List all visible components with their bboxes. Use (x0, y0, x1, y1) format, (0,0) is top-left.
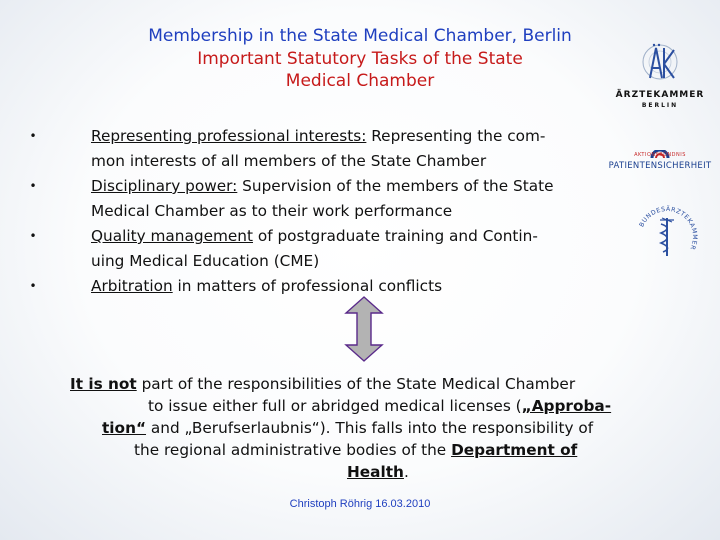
task-text: of postgraduate training and Contin- (253, 227, 538, 245)
task-item (28, 224, 628, 274)
task-term: Representing professional interests: (91, 127, 367, 145)
note-text: to issue either full or abridged medical licenses ( (148, 397, 522, 415)
note-emphasis: Health (347, 463, 404, 481)
aesculapius-staff-icon (660, 218, 674, 256)
subtitle-line-2: Medical Chamber (285, 71, 435, 91)
task-item (28, 174, 628, 224)
note-line (70, 417, 660, 439)
double-arrow-icon (344, 296, 384, 362)
aerztekammer-emblem-icon (643, 44, 677, 79)
note-line (70, 373, 660, 395)
task-text-cont: mon interests of all members of the State Chamber (91, 152, 487, 170)
note-line (70, 395, 660, 417)
slide-title: Membership in the State Medical Chamber, Berlin (148, 26, 572, 46)
aerztekammer-city: BERLIN (641, 102, 679, 109)
bullet-icon: • (29, 179, 37, 193)
note-line (70, 461, 660, 483)
footer-author-date: Christoph Röhrig 16.03.2010 (289, 498, 431, 510)
task-text: Representing the com- (366, 127, 546, 145)
note-text: . (403, 463, 409, 481)
note-text: part of the responsibilities of the State Medical Chamber (136, 375, 576, 393)
note-line (70, 439, 660, 461)
subtitle-line-1: Important Statutory Tasks of the State (197, 49, 523, 69)
bullet-icon: • (29, 129, 37, 143)
slide-subtitle (100, 48, 620, 92)
task-item (28, 124, 628, 174)
bundesaerztekammer-seal (630, 200, 704, 274)
seal-ring-text: BUNDESÄRZTEKAMMER (638, 205, 699, 252)
task-list (28, 124, 628, 299)
note-text: and „Berufserlaubnis“). This falls into the responsibility of (146, 419, 594, 437)
bullet-icon: • (29, 279, 37, 293)
task-text-cont: Medical Chamber as to their work performance (91, 202, 453, 220)
note-emphasis: Department of (451, 441, 578, 459)
aerztekammer-wordmark: ÄRZTEKAMMER (615, 90, 705, 100)
patientensicherheit-tagline: AKTIONSBÜNDNIS (634, 152, 686, 158)
task-text: in matters of professional conflicts (172, 277, 443, 295)
task-term: Quality management (91, 227, 253, 245)
note-text: the regional administrative bodies of the (134, 441, 452, 459)
svg-text:BUNDESÄRZTEKAMMER (638, 204, 698, 251)
task-item (28, 274, 628, 299)
licensing-note (70, 373, 660, 483)
bullet-icon: • (29, 229, 37, 243)
note-emphasis: tion“ (102, 419, 147, 437)
task-text-cont: uing Medical Education (CME) (91, 252, 320, 270)
task-text: Supervision of the members of the State (237, 177, 554, 195)
task-term: Arbitration (91, 277, 173, 295)
patientensicherheit-wordmark: PATIENTENSICHERHEIT (608, 161, 712, 171)
note-emphasis: „Approba- (521, 397, 612, 415)
note-emphasis: It is not (70, 375, 137, 393)
task-term: Disciplinary power: (91, 177, 238, 195)
